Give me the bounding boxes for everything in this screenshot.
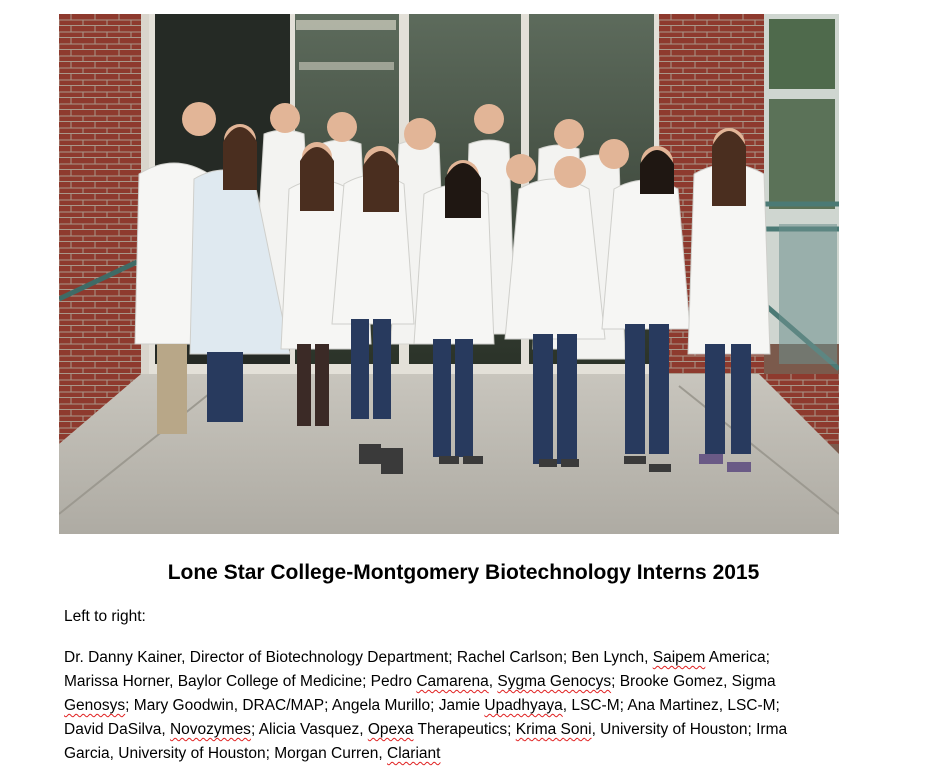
spellcheck-flagged-word: Camarena (416, 673, 489, 690)
caption-text: , (488, 673, 498, 690)
caption-line (64, 670, 854, 694)
caption-text: Marissa Horner, Baylor College of Medicine; Pedro (64, 673, 417, 690)
caption-title: Lone Star College-Montgomery Biotechnology Interns 2015 (167, 561, 760, 584)
caption-line (64, 646, 854, 670)
spellcheck-flagged-word: Krima Soni (515, 721, 592, 738)
spellcheck-flagged-word: Genosys (64, 697, 126, 714)
group-photo-image (59, 14, 839, 534)
caption-text: David DaSilva, (64, 721, 170, 738)
spellcheck-flagged-word: Sygma Genocys (497, 673, 612, 690)
caption-line (64, 694, 854, 718)
caption-text: Therapeutics; (413, 721, 516, 738)
caption-text: ; Alicia Vasquez, (250, 721, 368, 738)
caption-text: , LSC-M; Ana Martinez, LSC-M; (562, 697, 780, 714)
spellcheck-flagged-word: Saipem (652, 649, 706, 666)
caption-text: Garcia, University of Houston; Morgan Curren, (64, 745, 388, 762)
spellcheck-flagged-word: Upadhyaya (484, 697, 563, 714)
caption-text: ; Brooke Gomez, Sigma (611, 673, 776, 690)
caption-text: Dr. Danny Kainer, Director of Biotechnology Department; Rachel Carlson; Ben Lynch, (64, 649, 653, 666)
caption-text: America; (705, 649, 770, 666)
spellcheck-flagged-word: Novozymes (169, 721, 251, 738)
spellcheck-flagged-word: Opexa (367, 721, 414, 738)
group-photo (59, 14, 839, 534)
caption-text: , University of Houston; Irma (591, 721, 788, 738)
caption-text: ; Mary Goodwin, DRAC/MAP; Angela Murillo; Jamie (125, 697, 485, 714)
spellcheck-flagged-word: Clariant (387, 745, 441, 762)
caption-body (64, 646, 854, 766)
caption-line (64, 742, 854, 766)
caption-line (64, 718, 854, 742)
caption-lead: Left to right: (64, 608, 146, 625)
